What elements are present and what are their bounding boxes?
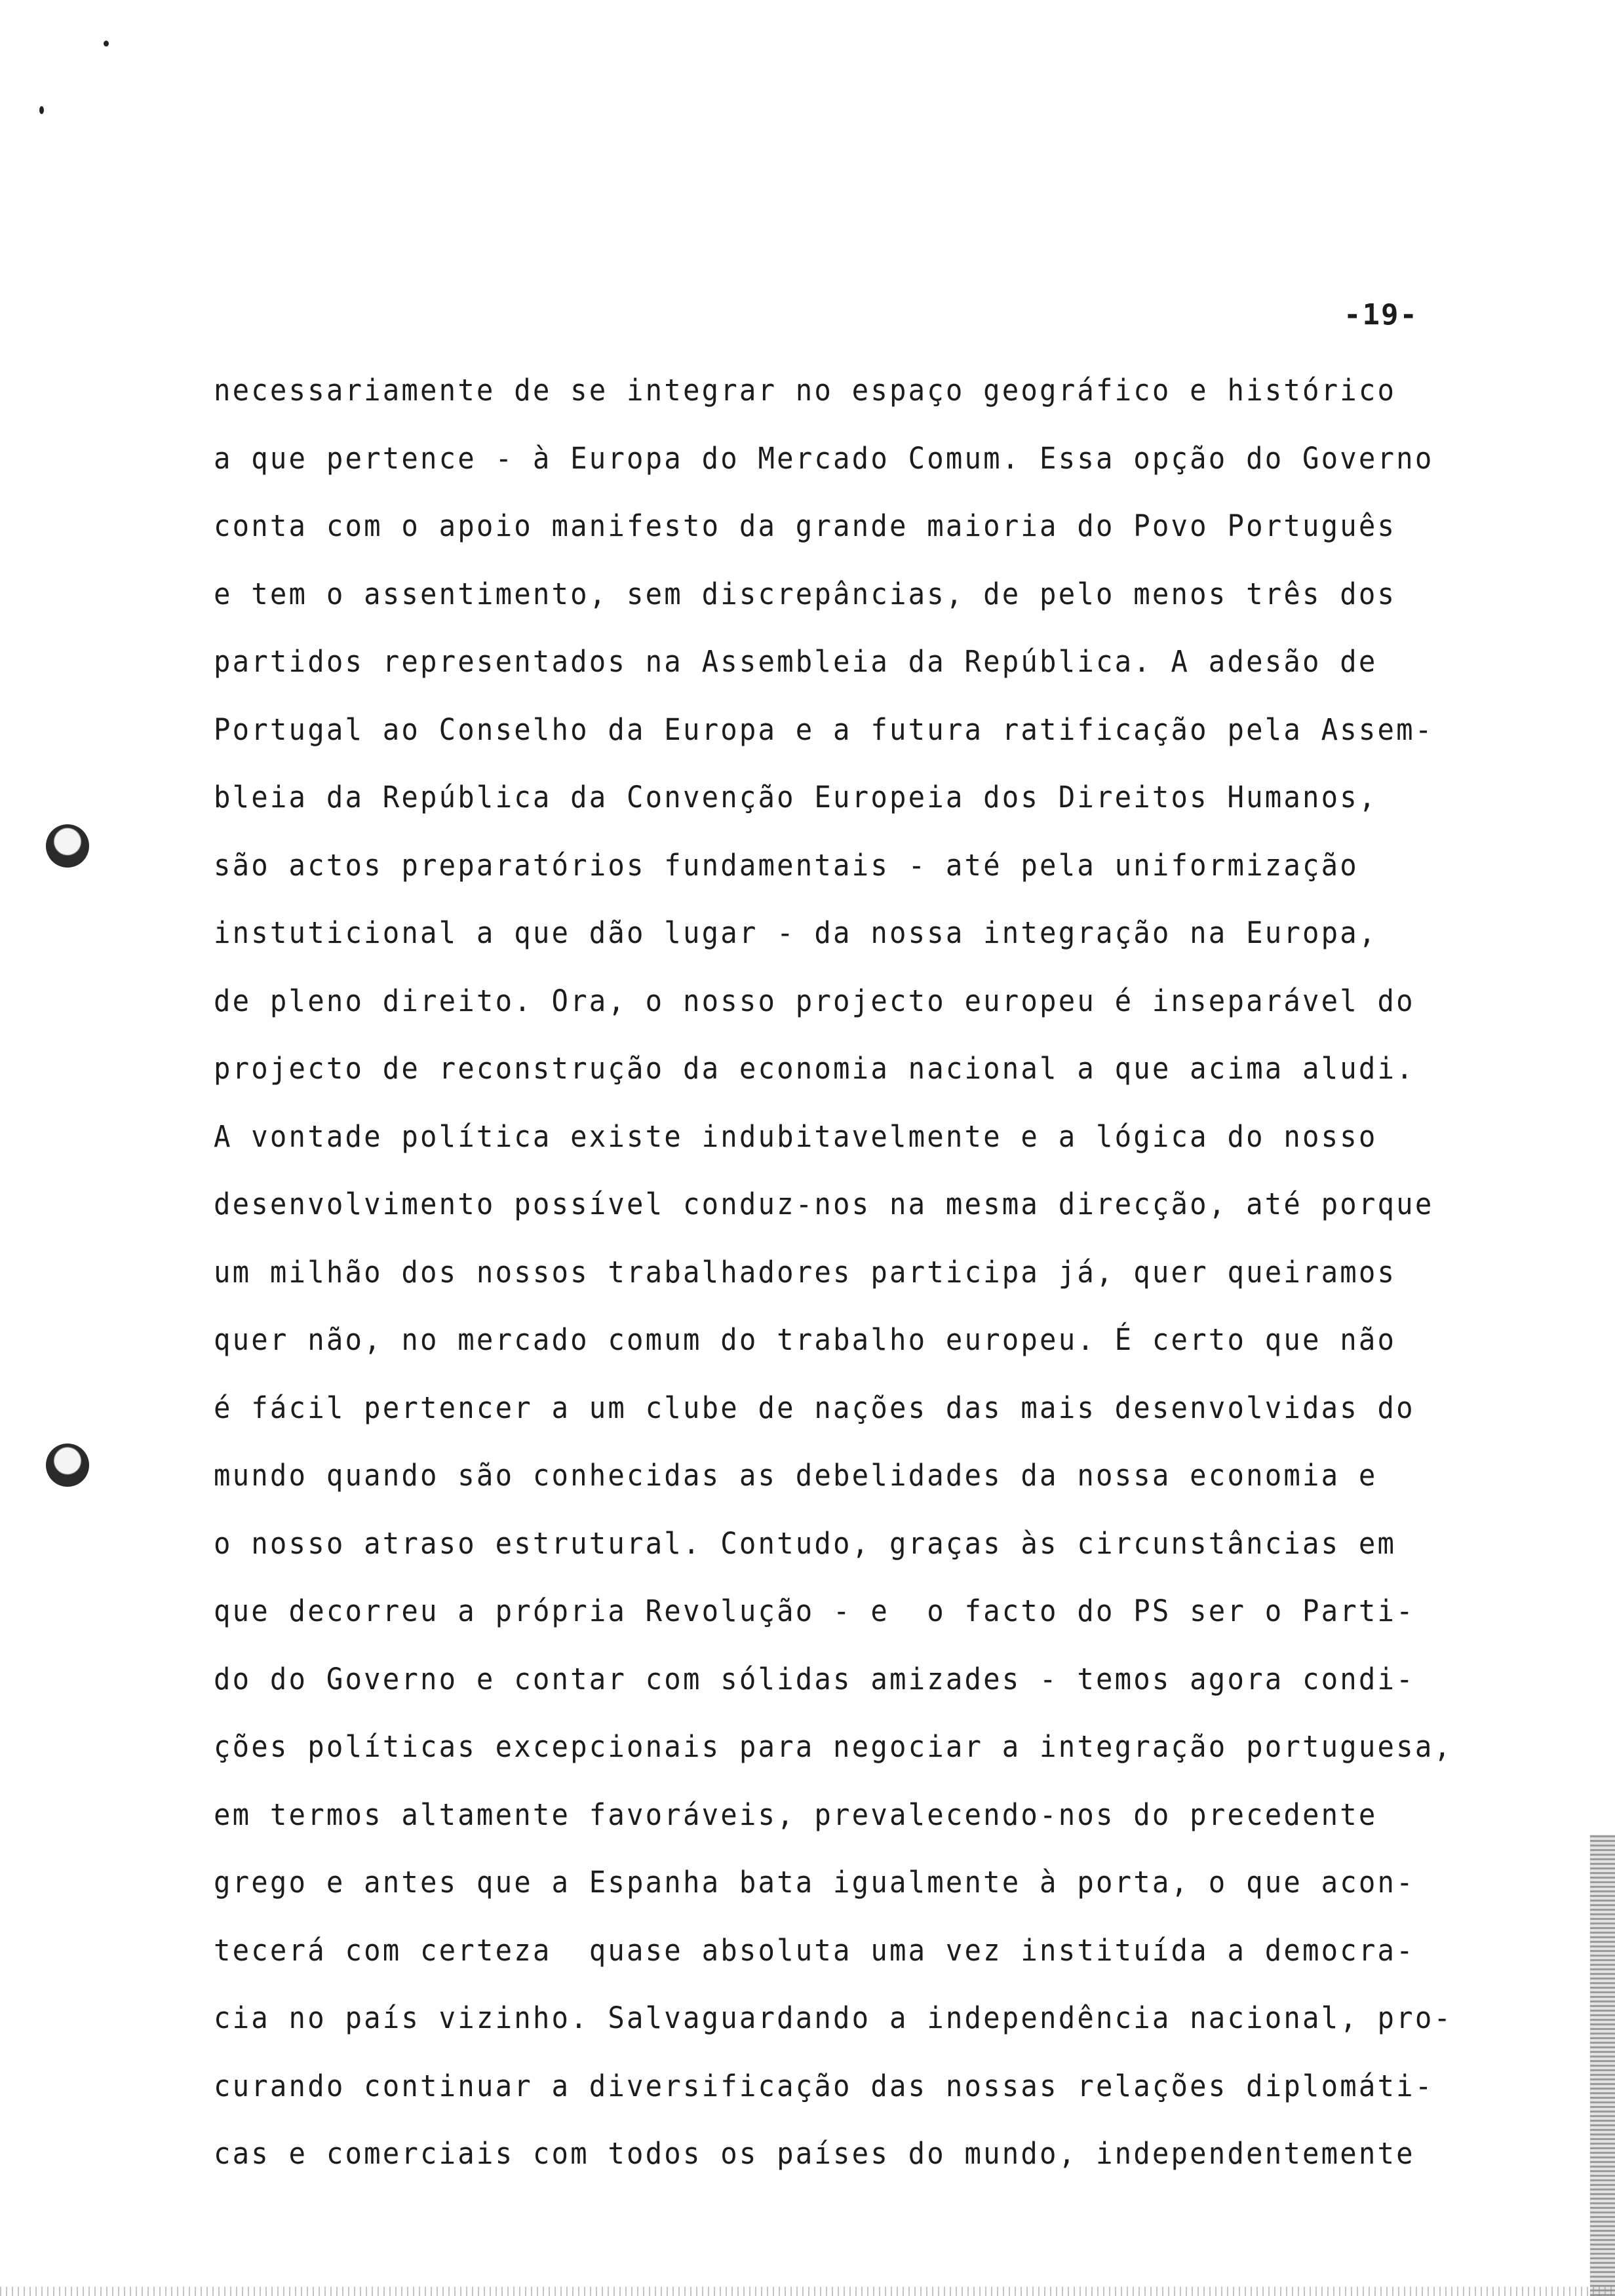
text-line: cia no país vizinho. Salvaguardando a independência nacional, pro- — [214, 2000, 1453, 2035]
text-line: partidos representados na Assembleia da República. A adesão de — [214, 644, 1378, 679]
text-line: de pleno direito. Ora, o nosso projecto europeu é inseparável do — [214, 983, 1415, 1018]
text-line: Portugal ao Conselho da Europa e a futura ratificação pela Assem- — [214, 712, 1434, 747]
scan-speck — [39, 106, 44, 114]
text-line: A vontade política existe indubitavelmente e a lógica do nosso — [214, 1119, 1378, 1154]
text-line: grego e antes que a Espanha bata igualmente à porta, o que acon- — [214, 1865, 1415, 1900]
scan-edge-artifact — [1590, 1835, 1615, 2296]
text-line: e tem o assentimento, sem discrepâncias, de pelo menos três dos — [214, 576, 1397, 611]
text-line: tecerá com certeza quase absoluta uma vez instituída a democra- — [214, 1932, 1415, 1968]
text-line: projecto de reconstrução da economia nacional a que acima aludi. — [214, 1051, 1415, 1086]
text-line: curando continuar a diversificação das nossas relações diplomáti- — [214, 2068, 1434, 2103]
text-line: quer não, no mercado comum do trabalho europeu. É certo que não — [214, 1322, 1397, 1357]
text-line: em termos altamente favoráveis, prevalecendo-nos do precedente — [214, 1797, 1378, 1832]
text-line: a que pertence - à Europa do Mercado Comum. Essa opção do Governo — [214, 440, 1434, 476]
text-line: um milhão dos nossos trabalhadores participa já, quer queiramos — [214, 1254, 1397, 1290]
text-line: o nosso atraso estrutural. Contudo, graças às circunstâncias em — [214, 1525, 1397, 1561]
page-number: -19- — [1344, 298, 1418, 332]
text-line: instuticional a que dão lugar - da nossa integração na Europa, — [214, 915, 1378, 950]
punch-hole-lower — [46, 1444, 89, 1487]
text-line: é fácil pertencer a um clube de nações das mais desenvolvidas do — [214, 1390, 1415, 1425]
punch-hole-upper — [46, 824, 89, 868]
text-line: são actos preparatórios fundamentais - até pela uniformização — [214, 847, 1359, 883]
text-line: cas e comerciais com todos os países do mundo, independentemente — [214, 2136, 1415, 2171]
scan-speck — [104, 41, 109, 47]
scan-bottom-artifact — [0, 2287, 1615, 2296]
body-text — [214, 367, 1551, 2198]
text-line: do do Governo e contar com sólidas amizades - temos agora condi- — [214, 1661, 1415, 1696]
text-line: bleia da República da Convenção Europeia dos Direitos Humanos, — [214, 780, 1378, 814]
text-line: necessariamente de se integrar no espaço geográfico e histórico — [214, 373, 1397, 408]
text-line: ções políticas excepcionais para negociar a integração portuguesa, — [214, 1729, 1453, 1764]
text-line: que decorreu a própria Revolução - e o facto do PS ser o Parti- — [214, 1594, 1415, 1628]
text-line: desenvolvimento possível conduz-nos na mesma direcção, até porque — [214, 1187, 1434, 1221]
text-line: conta com o apoio manifesto da grande maioria do Povo Português — [214, 508, 1397, 543]
text-line: mundo quando são conhecidas as debelidades da nossa economia e — [214, 1458, 1378, 1493]
